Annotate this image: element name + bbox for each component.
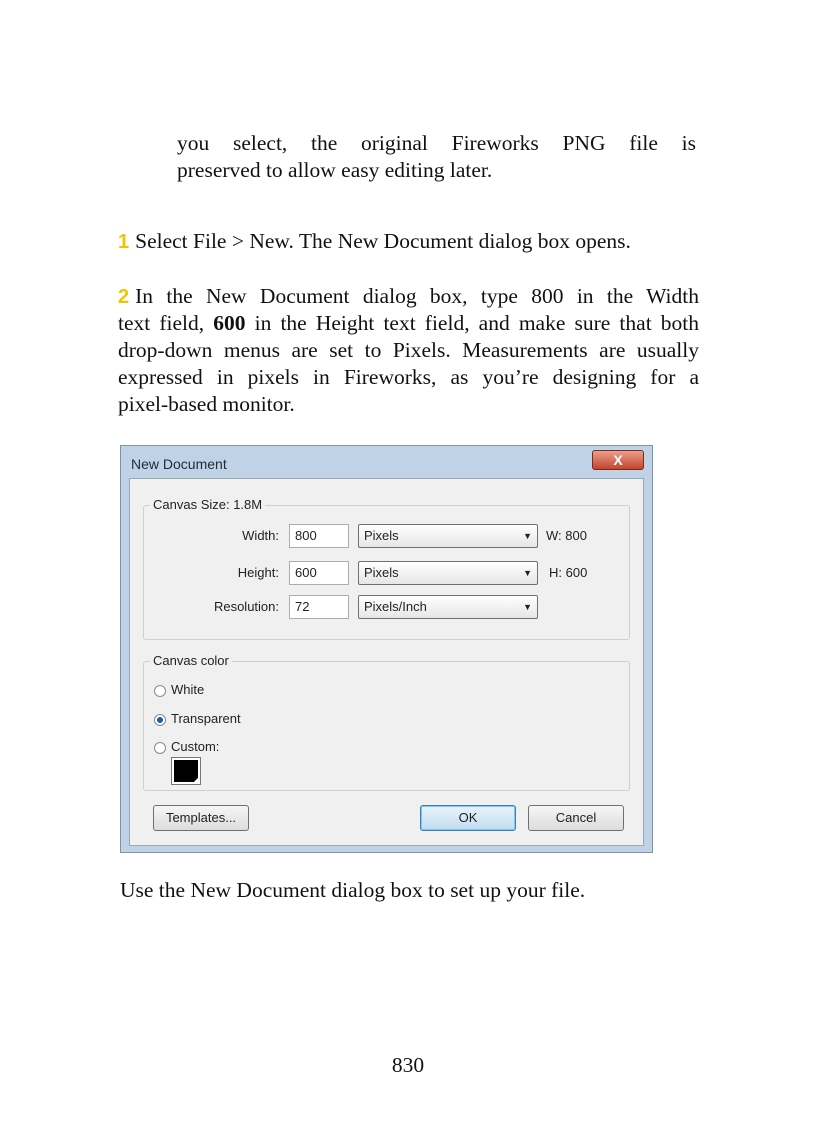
- radio-white-label: White: [171, 682, 205, 697]
- height-label: Height:: [237, 565, 279, 580]
- width-unit-select[interactable]: [358, 524, 538, 548]
- canvas-size-group: [143, 497, 630, 640]
- width-label: Width:: [242, 528, 279, 543]
- radio-custom[interactable]: [154, 739, 219, 754]
- dialog-client-area: [129, 478, 644, 846]
- width-input[interactable]: 800: [289, 524, 349, 548]
- step-2-line-5: pixel-based monitor.: [118, 392, 295, 416]
- width-readout: W: 800: [546, 528, 587, 543]
- resolution-unit-value: Pixels/Inch: [364, 599, 427, 614]
- height-input[interactable]: 600: [289, 561, 349, 585]
- page-number: 830: [391, 1053, 425, 1077]
- chevron-down-icon: ▼: [523, 602, 532, 612]
- radio-white[interactable]: [154, 682, 204, 697]
- intro-line-2: preserved to allow easy editing later.: [177, 158, 493, 182]
- step-2-line-2-b: in the Height text field, and make sure that both: [245, 311, 700, 335]
- height-unit-select[interactable]: [358, 561, 538, 585]
- radio-custom-control[interactable]: [154, 742, 166, 754]
- height-unit-value: Pixels: [364, 565, 399, 580]
- radio-transparent-label: Transparent: [171, 711, 241, 726]
- step-2-line-2: [118, 310, 699, 337]
- step-1-number: 1: [118, 231, 130, 253]
- width-unit-value: Pixels: [364, 528, 399, 543]
- ok-button[interactable]: OK: [420, 805, 516, 831]
- height-readout: H: 600: [549, 565, 588, 580]
- canvas-color-legend: Canvas color: [150, 653, 232, 668]
- chevron-down-icon: ▼: [523, 568, 532, 578]
- canvas-color-group: [143, 653, 630, 791]
- step-2-line-2-a: text field,: [118, 311, 214, 335]
- chevron-down-icon: ▼: [523, 531, 532, 541]
- close-button[interactable]: X: [592, 450, 644, 470]
- new-document-dialog: [120, 445, 653, 853]
- resolution-unit-select[interactable]: [358, 595, 538, 619]
- figure-caption: Use the New Document dialog box to set up your file.: [120, 878, 586, 902]
- step-2-line-1-text: In the New Document dialog box, type 800 in the Width: [135, 284, 699, 308]
- custom-color-swatch[interactable]: [172, 758, 200, 784]
- radio-transparent[interactable]: [154, 711, 241, 726]
- radio-transparent-control[interactable]: [154, 714, 166, 726]
- step-2-line-3: drop-down menus are set to Pixels. Measurements are usually: [118, 338, 699, 362]
- swatch-arrow-icon: ◢: [192, 775, 199, 784]
- resolution-input[interactable]: 72: [289, 595, 349, 619]
- step-2-line-4: expressed in pixels in Fireworks, as you’re designing for a: [118, 365, 699, 389]
- radio-white-control[interactable]: [154, 685, 166, 697]
- step-2-number: 2: [118, 286, 130, 308]
- step-1: [118, 228, 631, 256]
- step-2-line-1: [118, 283, 699, 311]
- radio-custom-label: Custom:: [171, 739, 220, 754]
- canvas-size-legend: Canvas Size: 1.8M: [150, 497, 265, 512]
- dialog-title: New Document: [131, 456, 227, 472]
- resolution-label: Resolution:: [213, 599, 279, 614]
- step-2-line-2-bold: 600: [213, 311, 246, 335]
- cancel-button[interactable]: Cancel: [528, 805, 624, 831]
- templates-button[interactable]: Templates...: [153, 805, 249, 831]
- intro-line-1: you select, the original Fireworks PNG file is: [177, 131, 696, 155]
- step-1-text: Select File > New. The New Document dialog box opens.: [135, 229, 631, 253]
